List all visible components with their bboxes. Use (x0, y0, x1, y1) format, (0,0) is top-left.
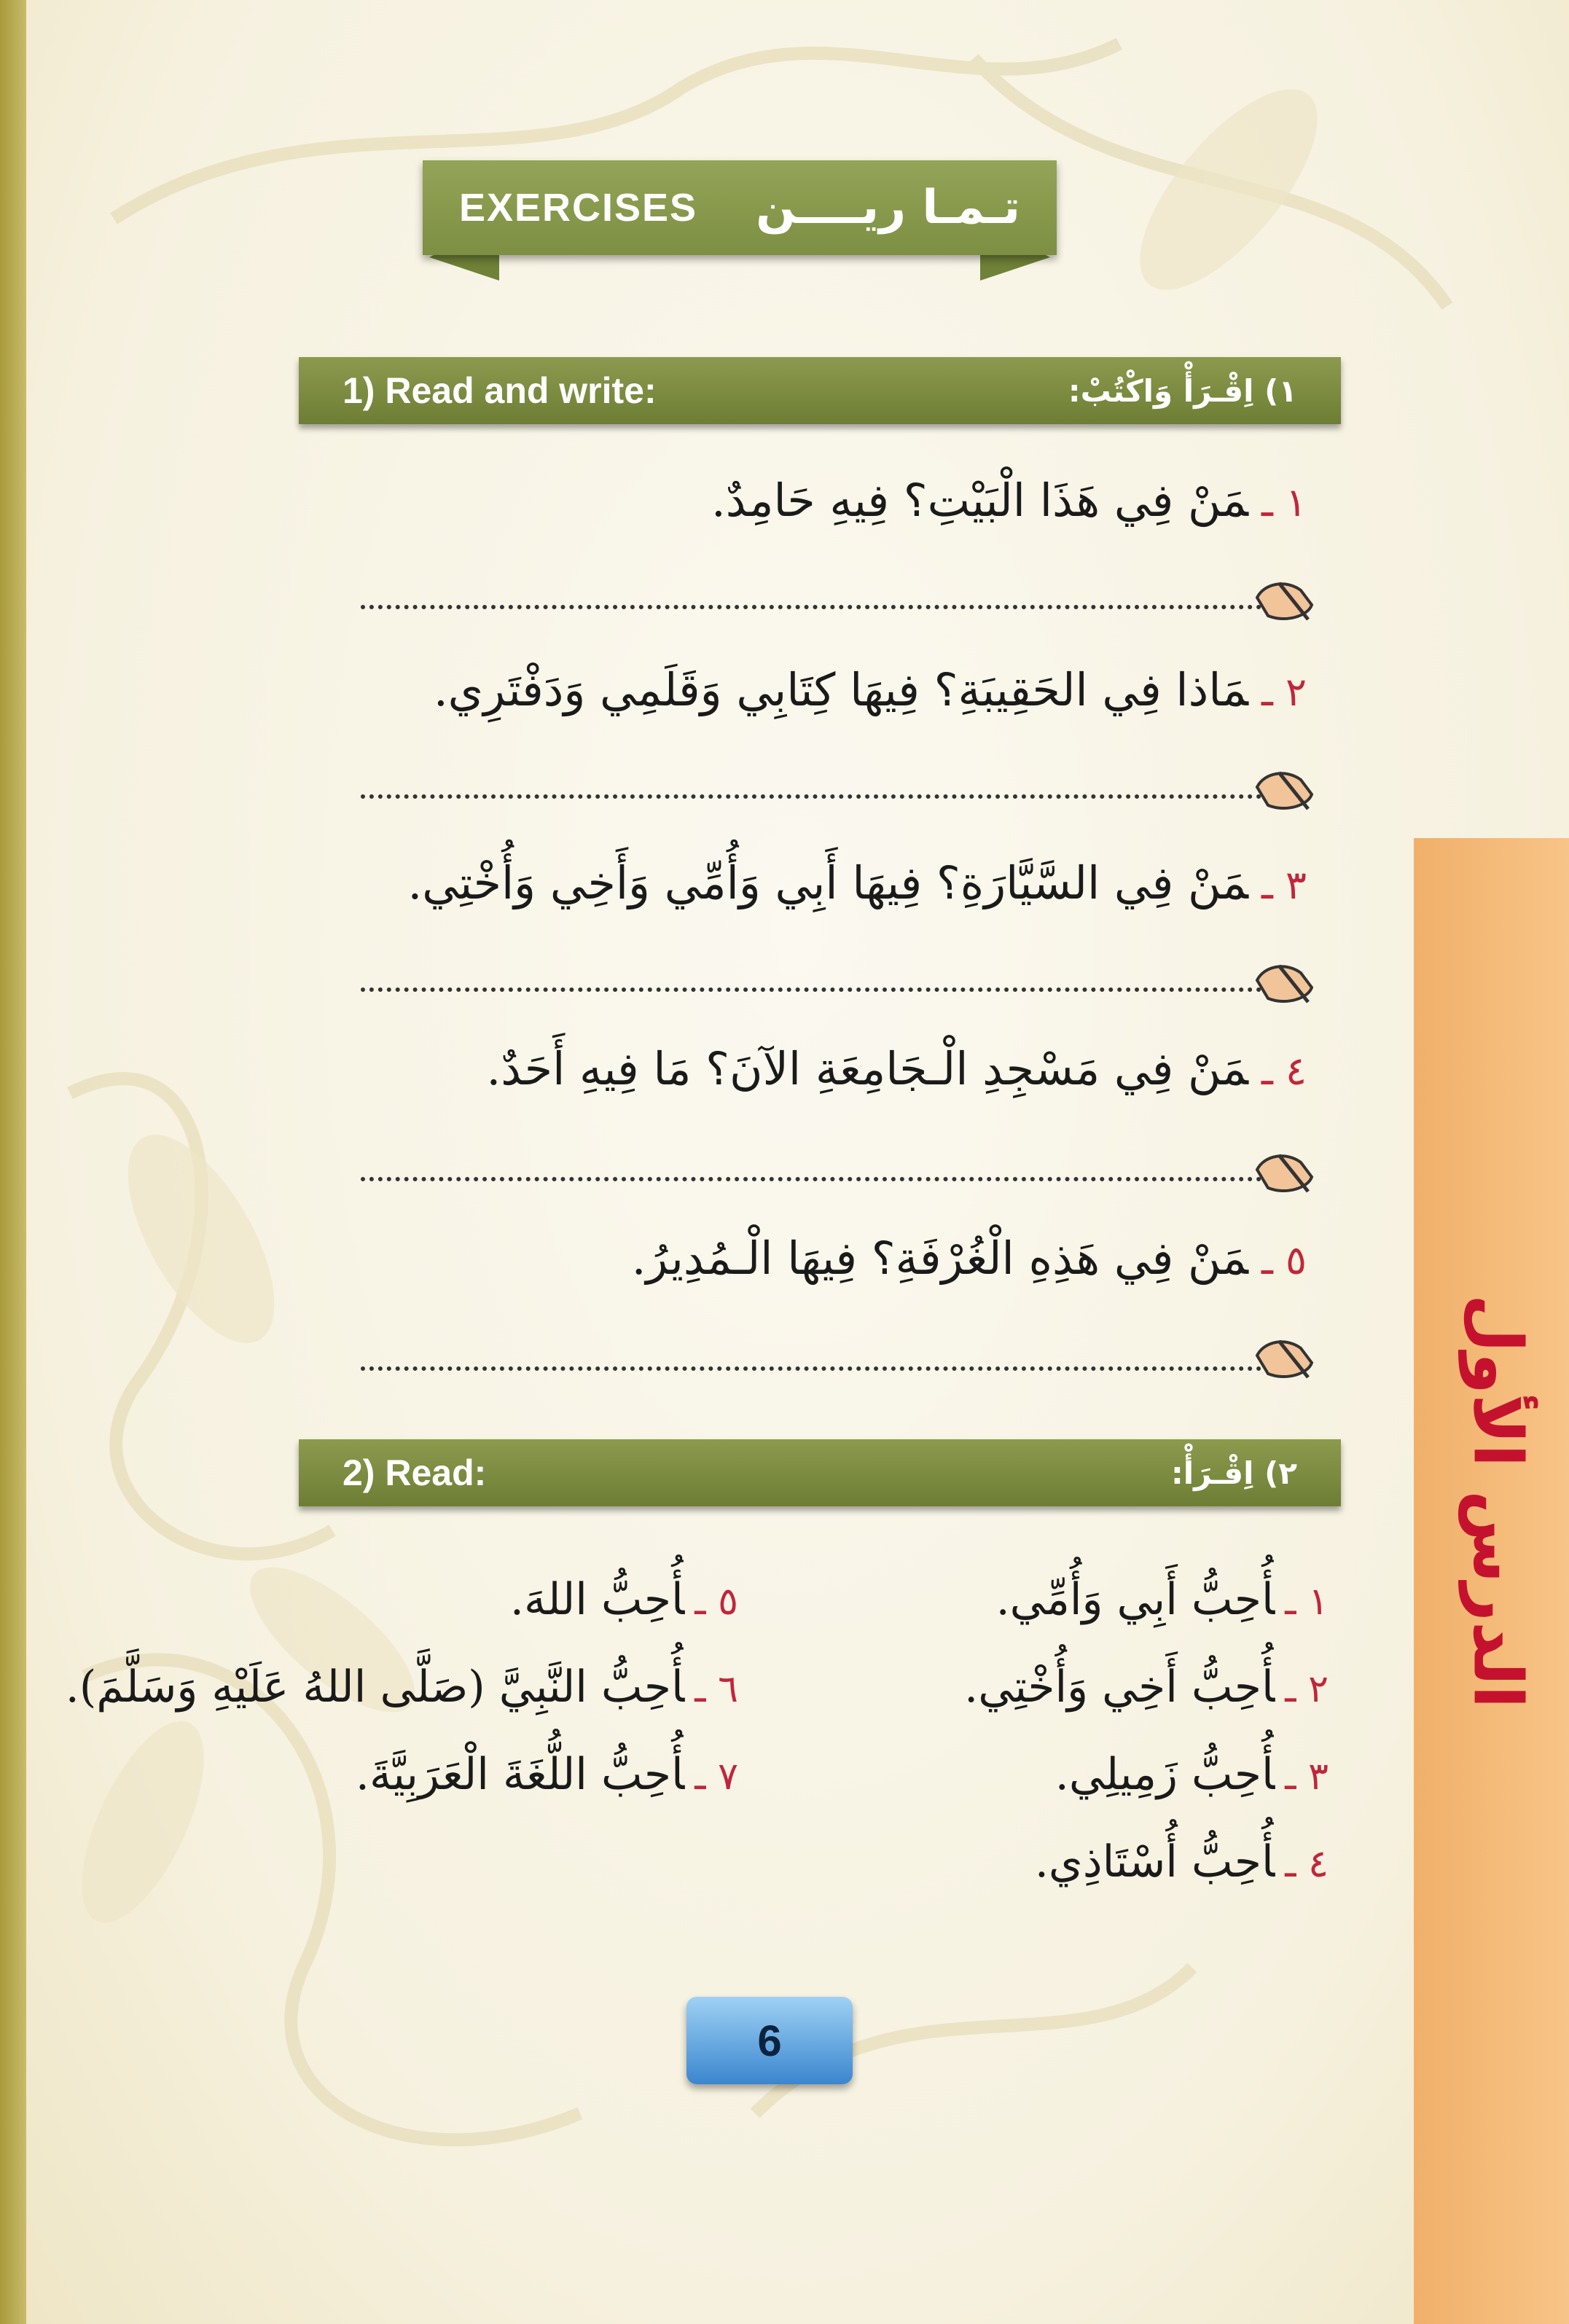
floral-decoration (26, 0, 1569, 2324)
ribbon-banner (423, 160, 1057, 255)
read-item-5: ٥ ـأُحِبُّ اللهَ. (509, 1574, 738, 1625)
section1-header (299, 357, 1341, 424)
title-english: EXERCISES (458, 186, 698, 230)
answer-line-5[interactable] (361, 1366, 1279, 1371)
section2-header (299, 1439, 1341, 1506)
read-item-2: ٢ ـأُحِبُّ أَخِي وَأُخْتِي. (964, 1662, 1329, 1713)
exercise-sentence-2: ٢ ـمَاذا فِي الحَقِيبَةِ؟ فِيهَا كِتَابِي وَقَلَمِي وَدَفْتَرِي. (433, 663, 1307, 716)
read-item-3: ٣ ـأُحِبُّ زَمِيلِي. (1055, 1749, 1329, 1800)
lesson-title: الدرس الأول (1458, 1294, 1537, 1709)
section1-title-arabic: ١) اِقْـرَأْ وَاكْتُبْ: (1068, 372, 1297, 409)
section2-title-arabic: ٢) اِقْـرَأْ: (1170, 1455, 1297, 1491)
answer-line-1[interactable] (361, 605, 1279, 609)
hand-writing-icon (1250, 758, 1315, 816)
read-item-4: ٤ ـأُحِبُّ أُسْتَاذِي. (1034, 1836, 1329, 1887)
section2-title-english: 2) Read: (343, 1452, 487, 1493)
hand-writing-icon (1250, 568, 1315, 627)
book-spine (0, 0, 26, 2324)
exercise-sentence-1: ١ ـمَنْ فِي هَذَا الْبَيْتِ؟ فِيهِ حَامِدٌ. (711, 474, 1307, 527)
page-number: 6 (686, 1997, 853, 2084)
section1-title-english: 1) Read and write: (343, 370, 657, 411)
hand-writing-icon (1250, 1141, 1315, 1199)
read-item-7: ٧ ـأُحِبُّ اللُّغَةَ الْعَرَبِيَّةَ. (355, 1749, 738, 1800)
exercise-sentence-4: ٤ ـمَنْ فِي مَسْجِدِ الْـجَامِعَةِ الآنَ؟ مَا فِيهِ أَحَدٌ. (486, 1042, 1307, 1095)
answer-line-2[interactable] (361, 794, 1279, 799)
hand-writing-icon (1250, 951, 1315, 1009)
answer-line-4[interactable] (361, 1177, 1279, 1181)
title-ribbon (383, 153, 1097, 284)
title-arabic: تـمـا ريــــن (756, 181, 1021, 235)
read-item-1: ١ ـأُحِبُّ أَبِي وَأُمِّي. (995, 1574, 1329, 1625)
read-item-6: ٦ ـأُحِبُّ النَّبِيَّ (صَلَّى اللهُ عَلَيْهِ وَسَلَّمَ). (65, 1662, 738, 1713)
exercise-sentence-3: ٣ ـمَنْ فِي السَّيَّارَةِ؟ فِيهَا أَبِي وَأُمِّي وَأَخِي وَأُخْتِي. (407, 856, 1307, 909)
exercise-sentence-5: ٥ ـمَنْ فِي هَذِهِ الْغُرْفَةِ؟ فِيهَا الْـمُدِيرُ. (631, 1232, 1307, 1285)
hand-writing-icon (1250, 1326, 1315, 1385)
answer-line-3[interactable] (361, 987, 1279, 992)
